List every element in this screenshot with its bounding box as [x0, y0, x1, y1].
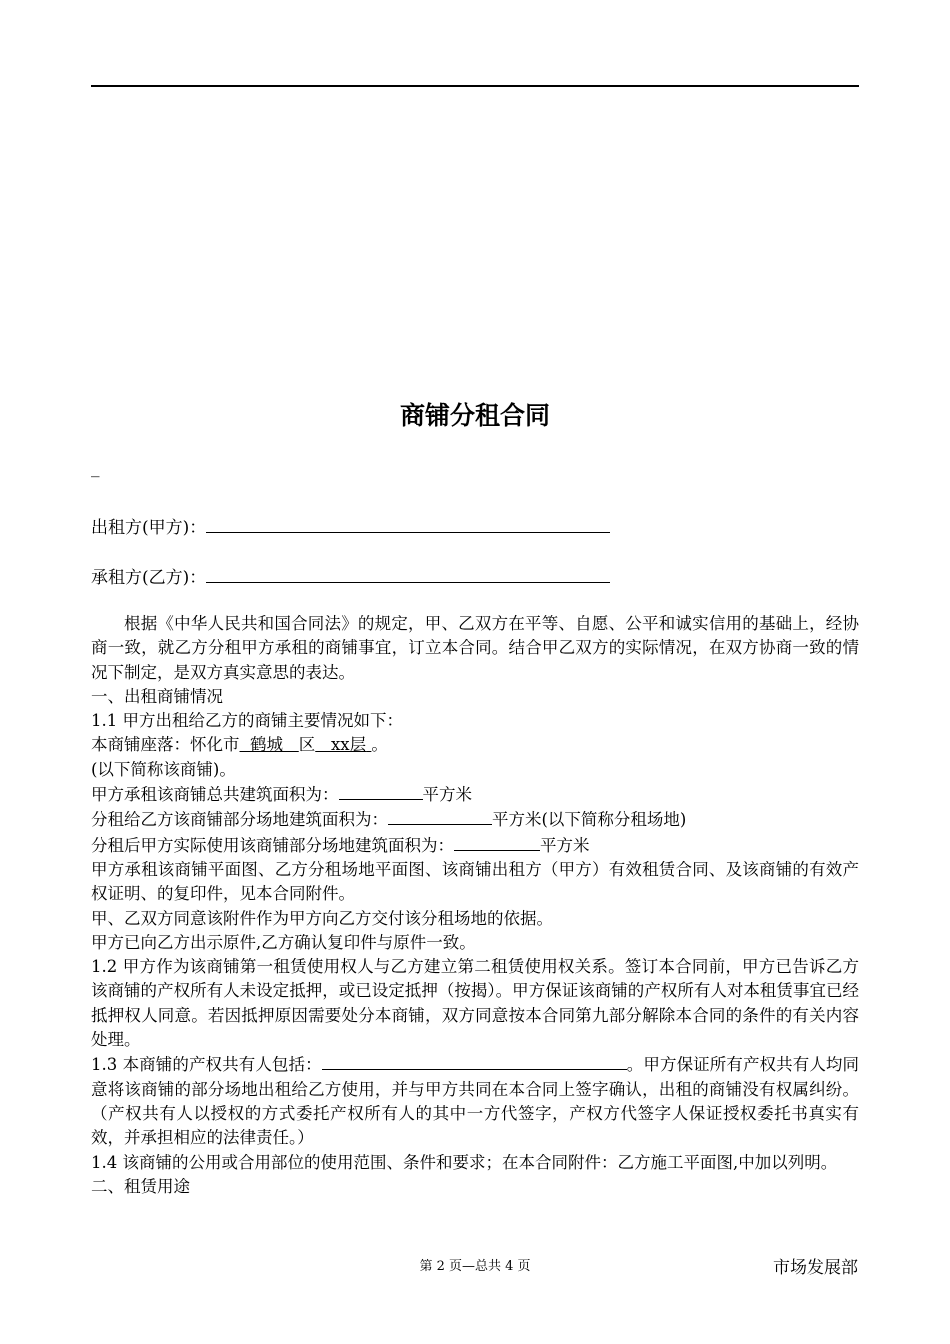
clause-1-2: 1.2 甲方作为该商铺第一租赁使用权人与乙方建立第二租赁使用权关系。签订本合同前，甲方已告诉乙方该商铺的产权所有人未设定抵押，或已设定抵押（按揭）。甲方保证该商铺的产权所有人对本租赁事宜已经抵押权人同意。若因抵押原因需要处分本商铺，双方同意按本合同第九部分解除本合同的条件的有关内容处理。	[91, 957, 859, 1050]
clause-1-3-prefix: 1.3 本商铺的产权共有人包括：	[91, 1055, 322, 1075]
area-remaining-blank	[454, 833, 540, 851]
agreement-line: 甲、乙双方同意该附件作为甲方向乙方交付该分租场地的依据。	[91, 908, 553, 928]
department-label: 市场发展部	[773, 1258, 858, 1278]
header-rule	[91, 85, 859, 87]
area-total-suffix: 平方米	[422, 785, 472, 805]
party-a-blank	[206, 514, 610, 533]
location-district	[240, 735, 299, 754]
floor-value: xx层	[331, 735, 367, 755]
clause-1-3	[91, 1052, 859, 1150]
location-mid: 区	[298, 735, 316, 755]
area-remaining-suffix: 平方米	[540, 835, 590, 855]
area-sublet-blank	[388, 807, 492, 825]
area-sublet-suffix: 平方米(以下简称分租场地)	[492, 810, 687, 830]
area-sublet-prefix: 分租给乙方该商铺部分场地建筑面积为：	[91, 810, 388, 830]
clause-1-1: 1.1 甲方出租给乙方的商铺主要情况如下：	[91, 711, 403, 731]
originals-line: 甲方已向乙方出示原件,乙方确认复印件与原件一致。	[91, 932, 476, 952]
location-floor	[315, 735, 371, 754]
clause-1-3-rest: 。甲方保证所有产权共有人均同意将该商铺的部分场地出租给乙方使用，并与甲方共同在本合同上签字确认，出租的商铺没有权属纠纷。（产权共有人以授权的方式委托产权所有人的其中一方代签字，产权方代签字人保证授权委托书真实有效，并承担相应的法律责任。）	[91, 1055, 859, 1148]
party-b-label: 承租方(乙方)：	[91, 568, 207, 588]
page-number: 第 2 页—总共 4 页	[419, 1259, 531, 1274]
area-total-line	[91, 782, 859, 807]
party-b-blank	[206, 564, 610, 583]
intro-paragraph: 根据《中华人民共和国合同法》的规定，甲、乙双方在平等、自愿、公平和诚实信用的基础上，经协商一致，就乙方分租甲方承租的商铺事宜，订立本合同。结合甲乙双方的实际情况，在双方协商一致的情况下制定，是双方真实意思的表达。	[91, 614, 859, 682]
co-owners-blank	[322, 1052, 627, 1070]
party-b-line	[91, 564, 610, 590]
section-2-heading: 二、租赁用途	[91, 1176, 190, 1196]
clause-1-4: 1.4 该商铺的公用或合用部位的使用范围、条件和要求；在本合同附件：乙方施工平面图,中加以列明。	[91, 1152, 838, 1172]
party-a-line	[91, 514, 610, 540]
party-a-label: 出租方(甲方)：	[91, 518, 207, 538]
documents-paragraph: 甲方承租该商铺平面图、乙方分租场地平面图、该商铺出租方（甲方）有效租赁合同、及该商铺的有效产权证明、的复印件，见本合同附件。	[91, 859, 859, 904]
stray-dash: _	[91, 458, 100, 478]
location-line	[91, 733, 859, 757]
area-total-blank	[339, 782, 423, 800]
area-sublet-line	[91, 807, 859, 832]
abbreviation-line: (以下简称该商铺)。	[91, 759, 236, 779]
section-1-heading: 一、出租商铺情况	[91, 686, 223, 706]
area-total-prefix: 甲方承租该商铺总共建筑面积为：	[91, 785, 339, 805]
contract-body	[91, 612, 859, 1199]
area-remaining-line	[91, 833, 859, 858]
document-title: 商铺分租合同	[399, 401, 550, 430]
location-suffix: 。	[371, 735, 388, 755]
district-value: 鹤城	[250, 735, 283, 755]
area-remaining-prefix: 分租后甲方实际使用该商铺部分场地建筑面积为：	[91, 835, 454, 855]
location-prefix: 本商铺座落：怀化市	[91, 735, 240, 755]
